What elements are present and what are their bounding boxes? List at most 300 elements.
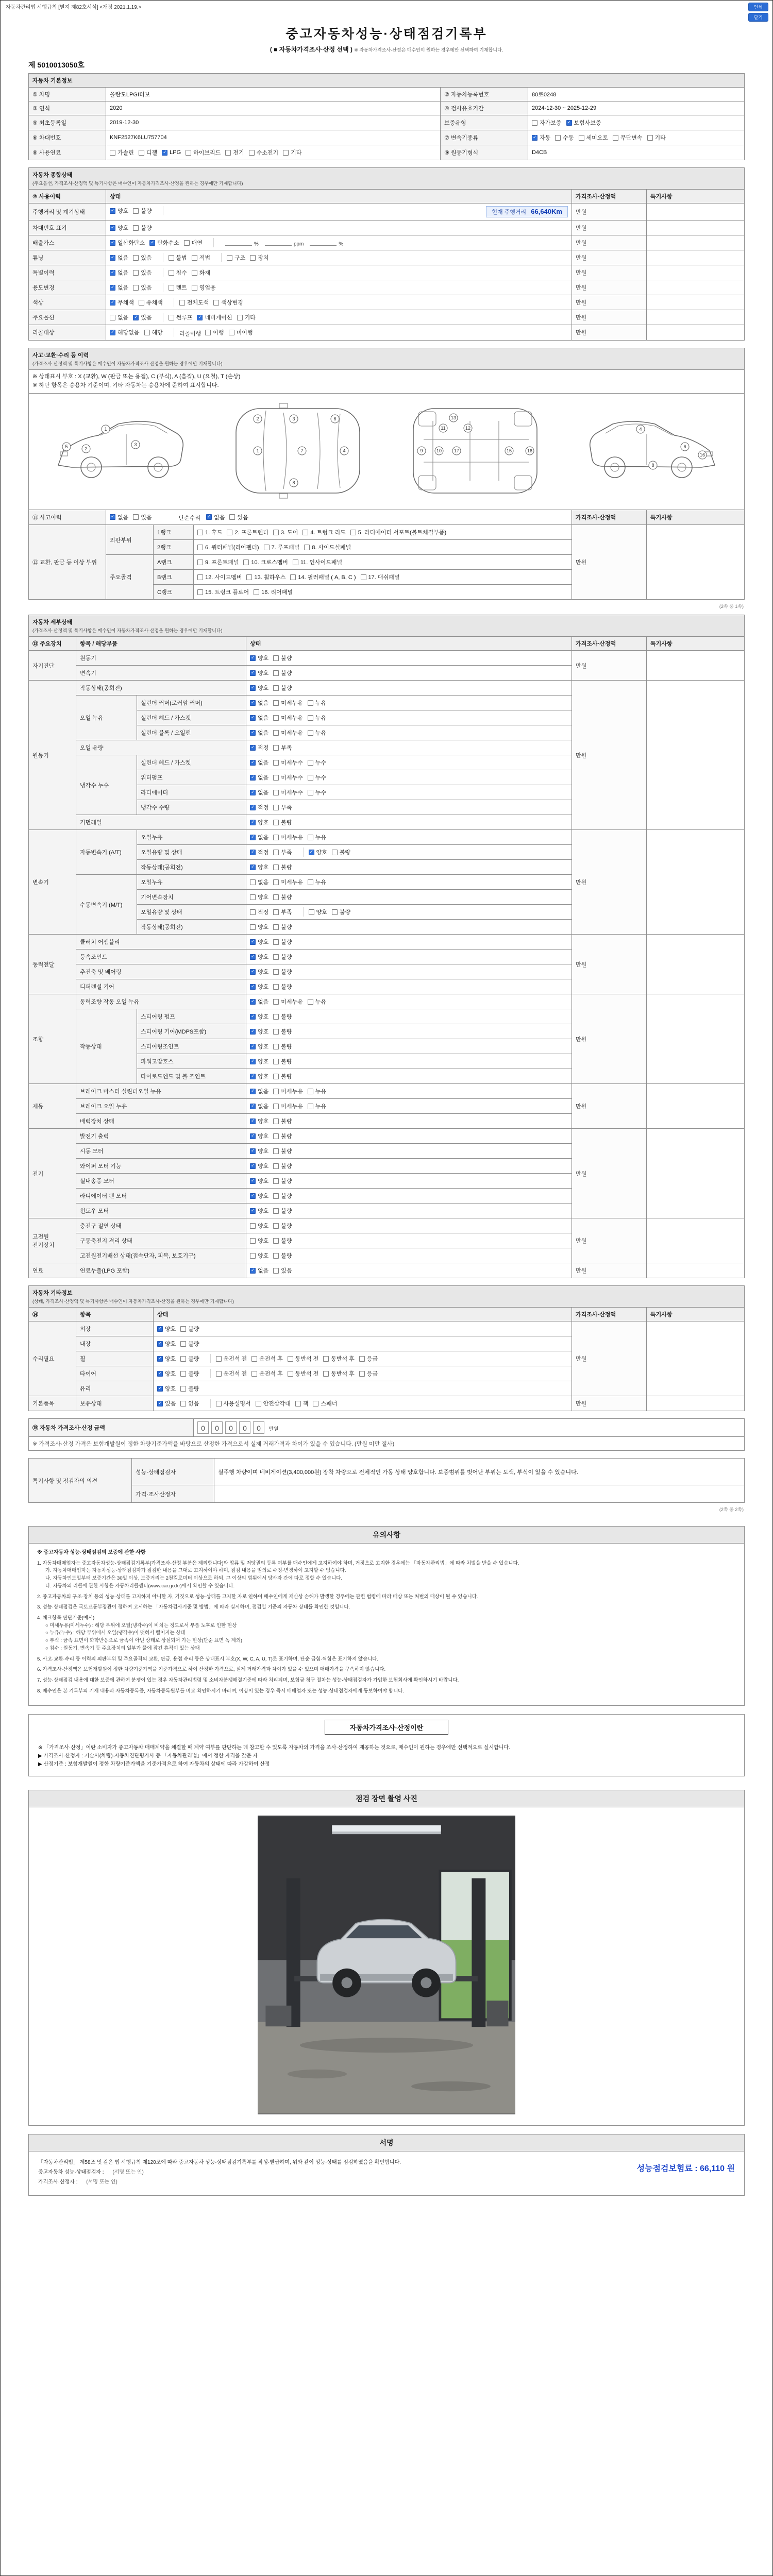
unchecked-box-icon[interactable]	[184, 240, 190, 246]
unchecked-box-icon[interactable]	[273, 1044, 279, 1049]
unchecked-box-icon[interactable]	[308, 879, 313, 885]
checkbox[interactable]	[264, 543, 300, 551]
checkbox[interactable]	[250, 1177, 268, 1185]
checkbox[interactable]	[250, 968, 268, 976]
measurement-field[interactable]	[310, 240, 337, 246]
unchecked-box-icon[interactable]	[273, 1074, 279, 1079]
unchecked-box-icon[interactable]	[216, 1401, 222, 1406]
unchecked-box-icon[interactable]	[205, 330, 211, 335]
checked-box-icon[interactable]	[250, 1118, 256, 1124]
unchecked-box-icon[interactable]	[256, 1401, 261, 1406]
unchecked-box-icon[interactable]	[273, 655, 279, 661]
unchecked-box-icon[interactable]	[647, 135, 653, 141]
unchecked-box-icon[interactable]	[273, 760, 279, 766]
unchecked-box-icon[interactable]	[273, 1118, 279, 1124]
checked-box-icon[interactable]	[250, 1148, 256, 1154]
unchecked-box-icon[interactable]	[179, 300, 185, 306]
checkbox[interactable]	[110, 328, 140, 336]
unchecked-box-icon[interactable]	[273, 835, 279, 840]
unchecked-box-icon[interactable]	[254, 589, 259, 595]
unchecked-box-icon[interactable]	[180, 1356, 186, 1362]
checkbox[interactable]	[162, 149, 181, 156]
checkbox[interactable]	[273, 1222, 292, 1230]
unchecked-box-icon[interactable]	[273, 924, 279, 930]
checkbox[interactable]	[647, 133, 666, 142]
unchecked-box-icon[interactable]	[250, 1253, 256, 1259]
checkbox[interactable]	[251, 1354, 283, 1363]
unchecked-box-icon[interactable]	[273, 850, 279, 855]
checkbox[interactable]	[579, 133, 609, 142]
checkbox[interactable]	[225, 148, 244, 157]
unchecked-box-icon[interactable]	[237, 315, 243, 320]
unchecked-box-icon[interactable]	[273, 999, 279, 1005]
checkbox[interactable]	[309, 848, 327, 856]
checkbox[interactable]	[250, 878, 268, 886]
checkbox[interactable]	[250, 1266, 268, 1275]
close-button[interactable]: 닫기	[748, 13, 768, 22]
checkbox[interactable]	[273, 997, 303, 1006]
checkbox[interactable]	[273, 1162, 292, 1170]
checked-box-icon[interactable]	[250, 820, 256, 825]
checked-box-icon[interactable]	[250, 969, 256, 975]
checkbox[interactable]	[250, 758, 268, 767]
checkbox[interactable]	[180, 1325, 199, 1333]
checked-box-icon[interactable]	[250, 835, 256, 840]
unchecked-box-icon[interactable]	[227, 255, 232, 261]
checkbox[interactable]	[313, 1399, 337, 1408]
unchecked-box-icon[interactable]	[180, 1386, 186, 1392]
checkbox[interactable]	[309, 908, 327, 916]
unchecked-box-icon[interactable]	[283, 150, 289, 156]
checkbox[interactable]	[110, 268, 128, 277]
unchecked-box-icon[interactable]	[273, 1238, 279, 1244]
checkbox[interactable]	[250, 1162, 268, 1170]
checkbox[interactable]	[250, 1027, 268, 1036]
unchecked-box-icon[interactable]	[144, 330, 150, 335]
checkbox[interactable]	[273, 1266, 292, 1275]
checkbox[interactable]	[197, 313, 232, 321]
checked-box-icon[interactable]	[206, 514, 212, 520]
checkbox[interactable]	[243, 558, 288, 566]
unchecked-box-icon[interactable]	[332, 850, 338, 855]
checkbox[interactable]	[566, 118, 601, 127]
checkbox[interactable]	[273, 848, 292, 856]
checkbox[interactable]	[250, 714, 268, 722]
checkbox[interactable]	[206, 513, 225, 521]
checkbox[interactable]	[288, 1354, 319, 1363]
checked-box-icon[interactable]	[250, 1029, 256, 1035]
unchecked-box-icon[interactable]	[169, 285, 174, 291]
checked-box-icon[interactable]	[250, 984, 256, 990]
checkbox[interactable]	[216, 1399, 251, 1408]
checkbox[interactable]	[273, 684, 292, 692]
checked-box-icon[interactable]	[250, 1133, 256, 1139]
checkbox[interactable]	[180, 1354, 199, 1363]
checkbox[interactable]	[250, 997, 268, 1006]
unchecked-box-icon[interactable]	[273, 939, 279, 945]
checkbox[interactable]	[293, 558, 342, 566]
checkbox[interactable]	[250, 863, 268, 871]
checkbox[interactable]	[250, 743, 268, 752]
unchecked-box-icon[interactable]	[359, 1356, 365, 1362]
checked-box-icon[interactable]	[250, 1163, 256, 1169]
unchecked-box-icon[interactable]	[273, 1014, 279, 1020]
unchecked-box-icon[interactable]	[273, 1223, 279, 1229]
checkbox[interactable]	[273, 908, 292, 916]
checkbox[interactable]	[250, 1117, 268, 1125]
checked-box-icon[interactable]	[250, 1268, 256, 1274]
checked-box-icon[interactable]	[250, 715, 256, 721]
checkbox[interactable]	[308, 714, 326, 722]
checked-box-icon[interactable]	[250, 700, 256, 706]
checked-box-icon[interactable]	[197, 315, 203, 320]
checkbox[interactable]	[273, 923, 292, 931]
unchecked-box-icon[interactable]	[273, 1253, 279, 1259]
checkbox[interactable]	[250, 818, 268, 826]
checkbox[interactable]	[169, 283, 187, 292]
checkbox[interactable]	[157, 1384, 176, 1393]
checked-box-icon[interactable]	[250, 939, 256, 945]
checkbox[interactable]	[308, 1102, 326, 1110]
unchecked-box-icon[interactable]	[273, 1268, 279, 1274]
checked-box-icon[interactable]	[157, 1371, 163, 1377]
unchecked-box-icon[interactable]	[225, 150, 231, 156]
checkbox[interactable]	[229, 513, 248, 521]
checkbox[interactable]	[273, 1177, 292, 1185]
checked-box-icon[interactable]	[250, 655, 256, 661]
unchecked-box-icon[interactable]	[133, 208, 139, 214]
checked-box-icon[interactable]	[162, 150, 167, 156]
unchecked-box-icon[interactable]	[250, 924, 256, 930]
checkbox[interactable]	[273, 1072, 292, 1080]
checked-box-icon[interactable]	[250, 999, 256, 1005]
checkbox[interactable]	[144, 328, 163, 336]
checked-box-icon[interactable]	[566, 120, 572, 126]
checkbox[interactable]	[237, 313, 256, 321]
checked-box-icon[interactable]	[250, 730, 256, 736]
unchecked-box-icon[interactable]	[169, 255, 174, 261]
measurement-field[interactable]	[265, 240, 292, 246]
checkbox[interactable]	[250, 1251, 268, 1260]
unchecked-box-icon[interactable]	[169, 270, 174, 276]
unchecked-box-icon[interactable]	[139, 300, 144, 306]
checked-box-icon[interactable]	[110, 225, 115, 231]
checked-box-icon[interactable]	[110, 330, 115, 335]
checkbox[interactable]	[273, 758, 303, 767]
checkbox[interactable]	[251, 1369, 283, 1378]
unchecked-box-icon[interactable]	[304, 545, 310, 550]
unchecked-box-icon[interactable]	[313, 1401, 318, 1406]
unchecked-box-icon[interactable]	[308, 715, 313, 721]
checkbox[interactable]	[250, 833, 268, 841]
unchecked-box-icon[interactable]	[579, 135, 584, 141]
checked-box-icon[interactable]	[157, 1401, 163, 1406]
checkbox[interactable]	[133, 283, 152, 292]
unchecked-box-icon[interactable]	[273, 730, 279, 736]
unchecked-box-icon[interactable]	[273, 894, 279, 900]
checkbox[interactable]	[250, 788, 268, 796]
checked-box-icon[interactable]	[110, 285, 115, 291]
unchecked-box-icon[interactable]	[273, 775, 279, 781]
unchecked-box-icon[interactable]	[251, 1356, 257, 1362]
unchecked-box-icon[interactable]	[250, 1223, 256, 1229]
unchecked-box-icon[interactable]	[133, 285, 139, 291]
checkbox[interactable]	[250, 908, 268, 916]
unchecked-box-icon[interactable]	[273, 1208, 279, 1214]
unchecked-box-icon[interactable]	[250, 255, 256, 261]
unchecked-box-icon[interactable]	[197, 530, 203, 535]
checkbox[interactable]	[192, 283, 216, 292]
unchecked-box-icon[interactable]	[192, 285, 197, 291]
checked-box-icon[interactable]	[250, 670, 256, 676]
unchecked-box-icon[interactable]	[192, 270, 197, 276]
checkbox[interactable]	[192, 253, 210, 262]
checked-box-icon[interactable]	[532, 135, 537, 141]
unchecked-box-icon[interactable]	[133, 270, 139, 276]
checkbox[interactable]	[532, 133, 550, 142]
checked-box-icon[interactable]	[157, 1326, 163, 1332]
checkbox[interactable]	[110, 283, 128, 292]
checkbox[interactable]	[133, 513, 152, 521]
checked-box-icon[interactable]	[250, 1014, 256, 1020]
unchecked-box-icon[interactable]	[273, 1193, 279, 1199]
checkbox[interactable]	[250, 1236, 268, 1245]
checkbox[interactable]	[180, 1399, 199, 1408]
checked-box-icon[interactable]	[157, 1356, 163, 1362]
checkbox[interactable]	[110, 239, 145, 247]
checkbox[interactable]	[216, 1354, 247, 1363]
unchecked-box-icon[interactable]	[243, 560, 249, 565]
checkbox[interactable]	[273, 1251, 292, 1260]
checkbox[interactable]	[139, 148, 157, 157]
unchecked-box-icon[interactable]	[288, 1371, 293, 1377]
checkbox[interactable]	[273, 743, 292, 752]
checkbox[interactable]	[180, 1340, 199, 1348]
unchecked-box-icon[interactable]	[110, 315, 115, 320]
checkbox[interactable]	[532, 118, 562, 127]
unchecked-box-icon[interactable]	[555, 135, 561, 141]
checkbox[interactable]	[157, 1325, 176, 1333]
unchecked-box-icon[interactable]	[229, 330, 234, 335]
checkbox[interactable]	[133, 224, 152, 232]
checked-box-icon[interactable]	[250, 775, 256, 781]
checkbox[interactable]	[273, 833, 303, 841]
checkbox[interactable]	[613, 133, 643, 142]
unchecked-box-icon[interactable]	[250, 894, 256, 900]
checkbox[interactable]	[250, 803, 268, 811]
unchecked-box-icon[interactable]	[308, 700, 313, 706]
checkbox[interactable]	[250, 1057, 268, 1065]
unchecked-box-icon[interactable]	[308, 1089, 313, 1094]
checkbox[interactable]	[250, 1087, 268, 1095]
unchecked-box-icon[interactable]	[250, 1238, 256, 1244]
checkbox[interactable]	[273, 1027, 292, 1036]
unchecked-box-icon[interactable]	[308, 790, 313, 795]
unchecked-box-icon[interactable]	[180, 1326, 186, 1332]
checkbox[interactable]	[250, 1147, 268, 1155]
checkbox[interactable]	[308, 788, 326, 796]
unchecked-box-icon[interactable]	[303, 530, 308, 535]
checkbox[interactable]	[273, 1132, 292, 1140]
unchecked-box-icon[interactable]	[359, 1371, 365, 1377]
checkbox[interactable]	[288, 1369, 319, 1378]
unchecked-box-icon[interactable]	[308, 760, 313, 766]
unchecked-box-icon[interactable]	[227, 530, 232, 535]
checkbox[interactable]	[273, 699, 303, 707]
unchecked-box-icon[interactable]	[309, 909, 314, 915]
unchecked-box-icon[interactable]	[273, 984, 279, 990]
unchecked-box-icon[interactable]	[323, 1356, 329, 1362]
checkbox[interactable]	[157, 1340, 176, 1348]
checkbox[interactable]	[273, 893, 292, 901]
unchecked-box-icon[interactable]	[169, 315, 174, 320]
checkbox[interactable]	[273, 528, 298, 536]
unchecked-box-icon[interactable]	[273, 1163, 279, 1169]
checkbox[interactable]	[273, 863, 292, 871]
checkbox[interactable]	[180, 1369, 199, 1378]
checkbox[interactable]	[273, 654, 292, 662]
checkbox[interactable]	[133, 253, 152, 262]
checkbox[interactable]	[250, 728, 268, 737]
checkbox[interactable]	[273, 1042, 292, 1050]
checkbox[interactable]	[250, 654, 268, 662]
checked-box-icon[interactable]	[250, 1059, 256, 1064]
unchecked-box-icon[interactable]	[613, 135, 618, 141]
unchecked-box-icon[interactable]	[216, 1356, 222, 1362]
unchecked-box-icon[interactable]	[273, 969, 279, 975]
unchecked-box-icon[interactable]	[273, 685, 279, 691]
checkbox[interactable]	[273, 1012, 292, 1021]
checkbox[interactable]	[273, 818, 292, 826]
checkbox[interactable]	[110, 224, 128, 232]
unchecked-box-icon[interactable]	[264, 545, 270, 550]
checkbox[interactable]	[186, 148, 221, 157]
checked-box-icon[interactable]	[133, 315, 139, 320]
checkbox[interactable]	[273, 1117, 292, 1125]
unchecked-box-icon[interactable]	[350, 530, 356, 535]
checkbox[interactable]	[110, 513, 128, 521]
checked-box-icon[interactable]	[250, 850, 256, 855]
checkbox[interactable]	[205, 328, 224, 336]
checkbox[interactable]	[250, 848, 268, 856]
checkbox[interactable]	[246, 573, 285, 581]
checked-box-icon[interactable]	[250, 1193, 256, 1199]
unchecked-box-icon[interactable]	[229, 514, 235, 520]
checked-box-icon[interactable]	[250, 685, 256, 691]
unchecked-box-icon[interactable]	[197, 574, 203, 580]
unchecked-box-icon[interactable]	[308, 835, 313, 840]
unchecked-box-icon[interactable]	[180, 1341, 186, 1347]
checkbox[interactable]	[323, 1354, 355, 1363]
unchecked-box-icon[interactable]	[273, 715, 279, 721]
checkbox[interactable]	[283, 148, 301, 157]
unchecked-box-icon[interactable]	[290, 574, 296, 580]
checkbox[interactable]	[350, 528, 446, 536]
checkbox[interactable]	[359, 1369, 378, 1378]
checked-box-icon[interactable]	[110, 255, 115, 261]
checkbox[interactable]	[250, 1072, 268, 1080]
print-button[interactable]: 인쇄	[748, 3, 768, 11]
unchecked-box-icon[interactable]	[273, 700, 279, 706]
checkbox[interactable]	[133, 313, 152, 321]
checkbox[interactable]	[273, 1057, 292, 1065]
checkbox[interactable]	[555, 133, 574, 142]
checkbox[interactable]	[273, 1102, 303, 1110]
checkbox[interactable]	[273, 1087, 303, 1095]
unchecked-box-icon[interactable]	[308, 999, 313, 1005]
checkbox[interactable]	[308, 758, 326, 767]
checkbox[interactable]	[249, 148, 279, 157]
checkbox[interactable]	[197, 573, 242, 581]
checkbox[interactable]	[273, 1147, 292, 1155]
checkbox[interactable]	[250, 1012, 268, 1021]
unchecked-box-icon[interactable]	[293, 560, 298, 565]
checkbox[interactable]	[273, 982, 292, 991]
checkbox[interactable]	[197, 588, 249, 596]
measurement-field[interactable]	[225, 240, 252, 246]
checkbox[interactable]	[169, 313, 193, 321]
unchecked-box-icon[interactable]	[273, 820, 279, 825]
unchecked-box-icon[interactable]	[273, 1029, 279, 1035]
checkbox[interactable]	[273, 1207, 292, 1215]
unchecked-box-icon[interactable]	[216, 1371, 222, 1377]
checked-box-icon[interactable]	[250, 865, 256, 870]
unchecked-box-icon[interactable]	[186, 150, 191, 156]
checkbox[interactable]	[169, 268, 187, 277]
checkbox[interactable]	[227, 528, 268, 536]
checked-box-icon[interactable]	[110, 240, 115, 246]
checkbox[interactable]	[110, 148, 134, 157]
checkbox[interactable]	[273, 669, 292, 677]
unchecked-box-icon[interactable]	[133, 255, 139, 261]
checkbox[interactable]	[273, 953, 292, 961]
unchecked-box-icon[interactable]	[133, 514, 139, 520]
checkbox[interactable]	[157, 1399, 176, 1408]
checkbox[interactable]	[157, 1354, 176, 1363]
unchecked-box-icon[interactable]	[180, 1401, 186, 1406]
checkbox[interactable]	[110, 313, 128, 321]
unchecked-box-icon[interactable]	[213, 300, 219, 306]
checkbox[interactable]	[273, 1236, 292, 1245]
checked-box-icon[interactable]	[250, 760, 256, 766]
unchecked-box-icon[interactable]	[180, 1371, 186, 1377]
checkbox[interactable]	[250, 953, 268, 961]
checkbox[interactable]	[323, 1369, 355, 1378]
unchecked-box-icon[interactable]	[273, 805, 279, 810]
checkbox[interactable]	[250, 1192, 268, 1200]
unchecked-box-icon[interactable]	[273, 1104, 279, 1109]
checkbox[interactable]	[303, 528, 345, 536]
unchecked-box-icon[interactable]	[273, 954, 279, 960]
checkbox[interactable]	[139, 298, 163, 307]
checkbox[interactable]	[149, 239, 179, 247]
unchecked-box-icon[interactable]	[332, 909, 338, 915]
checkbox[interactable]	[216, 1369, 247, 1378]
checked-box-icon[interactable]	[157, 1341, 163, 1347]
checkbox[interactable]	[250, 1222, 268, 1230]
checkbox[interactable]	[361, 573, 400, 581]
unchecked-box-icon[interactable]	[273, 790, 279, 795]
checked-box-icon[interactable]	[250, 1089, 256, 1094]
checkbox[interactable]	[304, 543, 351, 551]
checkbox[interactable]	[110, 298, 134, 307]
checkbox[interactable]	[229, 328, 253, 336]
checkbox[interactable]	[308, 997, 326, 1006]
checkbox[interactable]	[197, 543, 259, 551]
checked-box-icon[interactable]	[250, 1208, 256, 1214]
checkbox[interactable]	[250, 669, 268, 677]
checkbox[interactable]	[179, 298, 209, 307]
